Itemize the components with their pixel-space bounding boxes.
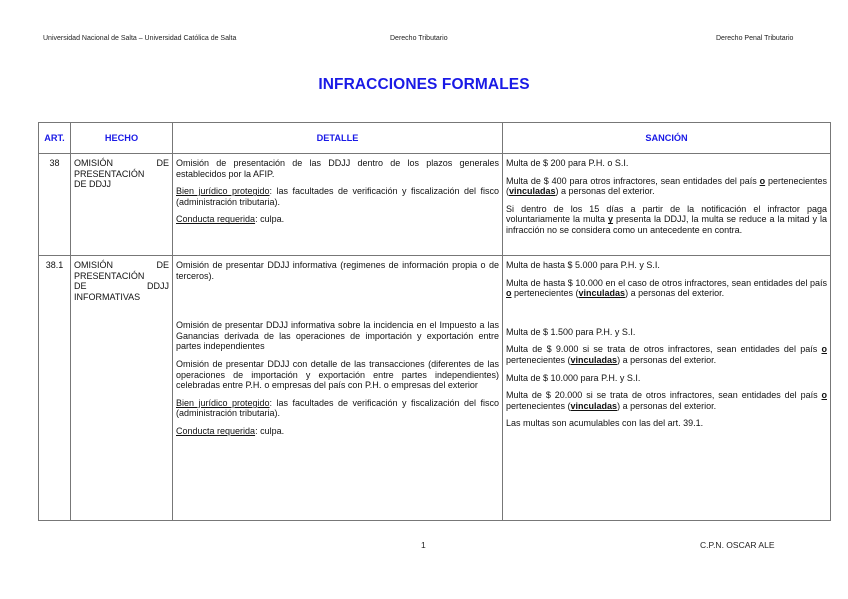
column-header-sancion: SANCIÓN bbox=[503, 123, 831, 154]
column-header-hecho: HECHO bbox=[71, 123, 173, 154]
bien-juridico-text: : las facultades de verificación y fiscalización del fisco (administración tributaria). bbox=[176, 186, 499, 207]
sancion-text: Multa de $ 9.000 si se trata de otros infractores, sean entidades del país bbox=[506, 344, 822, 355]
bien-juridico-paragraph bbox=[176, 398, 499, 419]
sancion-text: pertenecientes ( bbox=[511, 288, 579, 299]
sancion-text: ) a personas del exterior. bbox=[625, 288, 725, 299]
bien-juridico-paragraph bbox=[176, 186, 499, 207]
hecho-text: DE bbox=[156, 158, 169, 168]
hecho-text: PRESENTACIÓN bbox=[74, 270, 145, 281]
detalle-cell bbox=[173, 256, 503, 521]
conducta-paragraph bbox=[176, 426, 499, 437]
sancion-paragraph: Multa de $ 200 para P.H. o S.I. bbox=[506, 158, 629, 168]
hecho-text: PRESENTACIÓN DE DDJJ bbox=[74, 168, 145, 190]
conducta-paragraph bbox=[176, 214, 499, 225]
sancion-paragraph: Multa de hasta $ 5.000 para P.H. y S.I. bbox=[506, 260, 660, 270]
table-row bbox=[39, 154, 831, 256]
emphasis-vinculadas: vinculadas bbox=[570, 354, 618, 365]
sancion-paragraph bbox=[506, 204, 827, 236]
sancion-paragraph bbox=[506, 278, 827, 299]
page-header-right: Derecho Penal Tributario bbox=[716, 35, 794, 42]
conducta-text: : culpa. bbox=[255, 214, 285, 225]
hecho-text: DE bbox=[156, 260, 169, 270]
emphasis-vinculadas: vinculadas bbox=[509, 186, 556, 197]
sancion-cell bbox=[503, 256, 831, 521]
hecho-text: DDJJ bbox=[147, 281, 169, 292]
art-cell: 38 bbox=[39, 154, 71, 256]
sancion-paragraph: Multa de $ 10.000 para P.H. y S.I. bbox=[506, 372, 641, 383]
hecho-text: OMISIÓN bbox=[74, 260, 114, 270]
hecho-text: DE bbox=[74, 281, 87, 292]
sancion-paragraph bbox=[506, 344, 827, 365]
sancion-paragraph: Las multas son acumulables con las del art. 39.1. bbox=[506, 418, 704, 429]
bien-juridico-label: Bien jurídico protegido bbox=[176, 397, 270, 408]
detalle-paragraph: Omisión de presentación de las DDJJ dentro de los plazos generales establecidos por la AFIP. bbox=[176, 158, 499, 179]
column-header-detalle: DETALLE bbox=[173, 123, 503, 154]
sancion-text: pertenecientes ( bbox=[506, 175, 827, 197]
sancion-text: Multa de $ 400 para otros infractores, sean entidades del país bbox=[506, 175, 760, 186]
page-header-center: Derecho Tributario bbox=[390, 35, 448, 42]
conducta-text: : culpa. bbox=[255, 425, 285, 436]
sancion-paragraph bbox=[506, 176, 827, 197]
bien-juridico-label: Bien jurídico protegido bbox=[176, 186, 270, 197]
page-footer-author: C.P.N. OSCAR ALE bbox=[700, 540, 775, 550]
detalle-paragraph: Omisión de presentar DDJJ informativa (regimenes de información propia o de terceros). bbox=[176, 260, 499, 281]
sancion-text: Si dentro de los 15 días a partir de la notificación el infractor paga voluntariamente la multa bbox=[506, 203, 827, 225]
table-header-row bbox=[39, 123, 831, 154]
infracciones-table bbox=[38, 122, 831, 521]
sancion-paragraph bbox=[506, 390, 827, 411]
detalle-cell bbox=[173, 154, 503, 256]
column-header-art: ART. bbox=[39, 123, 71, 154]
page-title: INFRACCIONES FORMALES bbox=[318, 76, 530, 93]
sancion-cell bbox=[503, 154, 831, 256]
detalle-paragraph: Omisión de presentar DDJJ informativa sobre la incidencia en el Impuesto a las Ganancias derivada de las operaciones de importación y exportación entre partes independientes bbox=[176, 320, 499, 352]
bien-juridico-text: : las facultades de verificación y fiscalización del fisco (administración tributaria). bbox=[176, 397, 499, 419]
emphasis-o: o bbox=[821, 390, 827, 401]
emphasis-vinculadas: vinculadas bbox=[570, 400, 618, 411]
sancion-text: pertenecientes ( bbox=[506, 400, 571, 411]
sancion-text: Multa de $ 20.000 si se trata de otros infractores, sean entidades del país bbox=[506, 390, 822, 401]
hecho-text: INFORMATIVAS bbox=[74, 291, 141, 302]
sancion-text: ) a personas del exterior. bbox=[617, 354, 717, 365]
sancion-text: Multa de hasta $ 10.000 en el caso de otros infractores, sean entidades del país bbox=[506, 277, 827, 288]
emphasis-o: o bbox=[759, 175, 766, 186]
emphasis-vinculadas: vinculadas bbox=[578, 288, 626, 299]
detalle-paragraph: Omisión de presentar DDJJ con detalle de las transacciones (diferentes de las operaciones de importación y exportación entre partes independientes) celebradas entre P.H. o empresas del país con P.H. o empresas del exterior bbox=[176, 358, 499, 391]
table-row bbox=[39, 256, 831, 521]
art-cell: 38.1 bbox=[39, 256, 71, 521]
sancion-text: pertenecientes ( bbox=[506, 354, 571, 365]
emphasis-o: o bbox=[821, 344, 827, 355]
emphasis-y: y bbox=[608, 214, 614, 225]
page-number: 1 bbox=[421, 540, 426, 550]
sancion-paragraph: Multa de $ 1.500 para P.H. y S.I. bbox=[506, 326, 636, 337]
hecho-cell bbox=[71, 154, 173, 256]
page-header-left: Universidad Nacional de Salta – Universidad Católica de Salta bbox=[43, 35, 237, 42]
emphasis-o: o bbox=[506, 288, 512, 299]
conducta-label: Conducta requerida bbox=[176, 425, 256, 436]
hecho-text: OMISIÓN bbox=[74, 158, 114, 168]
sancion-text: ) a personas del exterior. bbox=[617, 400, 717, 411]
sancion-text: ) a personas del exterior. bbox=[555, 186, 655, 197]
conducta-label: Conducta requerida bbox=[176, 214, 256, 225]
sancion-text: presenta la DDJJ, la multa se reduce a la mitad y la infracción no se considera como un antecedente en contra. bbox=[506, 214, 827, 235]
hecho-cell bbox=[71, 256, 173, 521]
